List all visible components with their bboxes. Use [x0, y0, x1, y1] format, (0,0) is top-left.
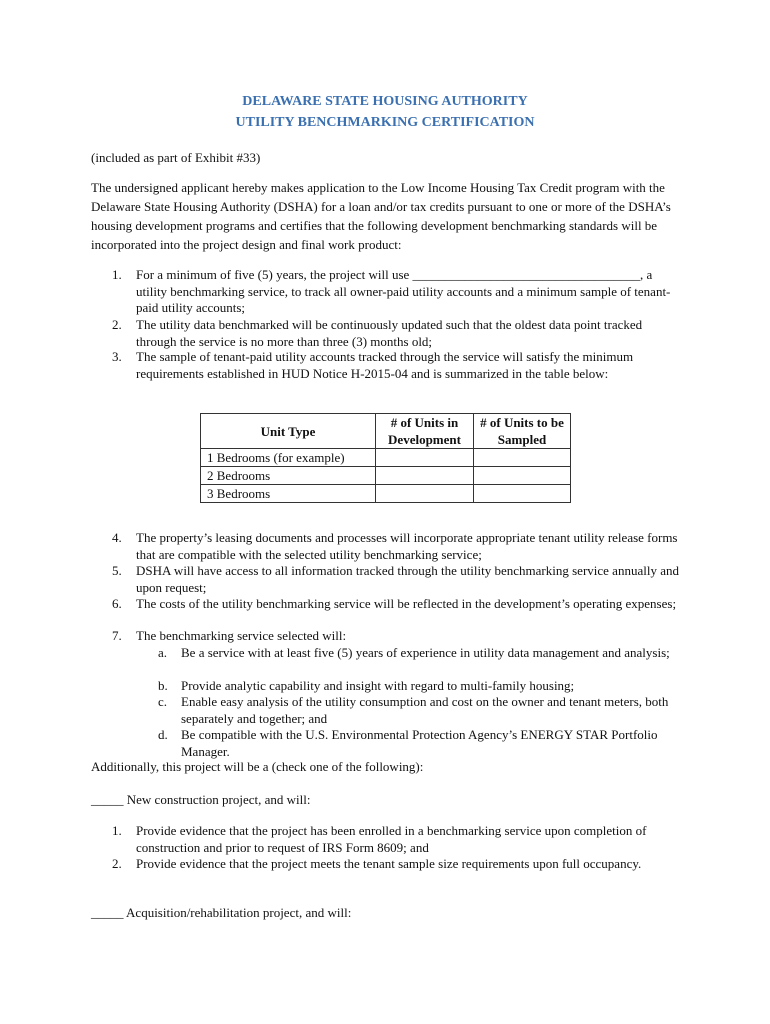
sub-item-text: Enable easy analysis of the utility consumption and cost on the owner and tenant meters, both separately and together; and: [181, 694, 669, 726]
table-row: [201, 449, 571, 467]
document-title-line1: DELAWARE STATE HOUSING AUTHORITY: [242, 94, 528, 109]
item-text: The costs of the utility benchmarking service will be reflected in the development’s operating expenses;: [136, 596, 677, 611]
item-text: The sample of tenant-paid utility accounts tracked through the service will satisfy the minimum requirements established in HUD Notice H-2015-04 and is summarized in the table below:: [136, 349, 634, 381]
item-number: 4.: [112, 530, 122, 545]
table-header-cell: Unit Type: [201, 414, 376, 449]
item-number: 3.: [112, 349, 122, 364]
new-construction-option[interactable]: _____ New construction project, and will:: [91, 792, 311, 807]
table-header-cell: # of Units to be Sampled: [474, 414, 571, 449]
exhibit-note: (included as part of Exhibit #33): [91, 150, 261, 165]
table-cell: 3 Bedrooms: [201, 485, 376, 503]
item-number: 2.: [112, 856, 122, 871]
table-row: [201, 467, 571, 485]
additionally-line: Additionally, this project will be a (check one of the following):: [91, 759, 424, 774]
sub-item-letter: a.: [158, 645, 168, 660]
table-row: [201, 485, 571, 503]
acquisition-option[interactable]: _____ Acquisition/rehabilitation project, and will:: [91, 905, 352, 920]
item-number: 1.: [112, 823, 122, 838]
item-text: The utility data benchmarked will be continuously updated such that the oldest data point tracked through the service is no more than three (3) months old;: [136, 317, 643, 349]
table-cell[interactable]: [376, 449, 474, 467]
sub-item-text: Provide analytic capability and insight with regard to multi-family housing;: [181, 678, 575, 693]
item-text: The benchmarking service selected will:: [136, 628, 347, 643]
sub-item-text: Be compatible with the U.S. Environmental Protection Agency’s ENERGY STAR Portfolio Manager.: [181, 727, 658, 759]
table-header-row: [201, 414, 571, 449]
table-cell[interactable]: [474, 467, 571, 485]
item-number: 6.: [112, 596, 122, 611]
item-text: For a minimum of five (5) years, the project will use ___________________________________, a utility benchmarking service, to track all owner-paid utility accounts and a minimum sample of tenant-paid utility accounts;: [136, 267, 671, 315]
table-header-cell: # of Units in Development: [376, 414, 474, 449]
item-text: Provide evidence that the project has been enrolled in a benchmarking service upon completion of construction and prior to request of IRS Form 8609; and: [136, 823, 647, 855]
table-cell: 2 Bedrooms: [201, 467, 376, 485]
item-text: Provide evidence that the project meets the tenant sample size requirements upon full occupancy.: [136, 856, 642, 871]
item-text: DSHA will have access to all information tracked through the utility benchmarking service annually and upon request;: [136, 563, 679, 595]
item-text: The property’s leasing documents and processes will incorporate appropriate tenant utility release forms that are compatible with the selected utility benchmarking service;: [136, 530, 678, 562]
sub-item-letter: d.: [158, 727, 168, 742]
table-cell[interactable]: [474, 485, 571, 503]
item-number: 7.: [112, 628, 122, 643]
sub-item-letter: c.: [158, 694, 168, 709]
item-number: 2.: [112, 317, 122, 332]
sub-item-text: Be a service with at least five (5) years of experience in utility data management and analysis;: [181, 645, 670, 660]
item-number: 1.: [112, 267, 122, 282]
item-number: 5.: [112, 563, 122, 578]
table-cell[interactable]: [376, 467, 474, 485]
sample-table: [200, 413, 571, 503]
document-title-line2: UTILITY BENCHMARKING CERTIFICATION: [235, 115, 535, 130]
table-cell: 1 Bedrooms (for example): [201, 449, 376, 467]
intro-paragraph: The undersigned applicant hereby makes application to the Low Income Housing Tax Credit program with the Delaware State Housing Authority (DSHA) for a loan and/or tax credits pursuant to one or more of the DSHA’s housing development programs and certifies that the following development benchmarking standards will be incorporated into the project design and final work product:: [91, 180, 671, 252]
table-cell[interactable]: [474, 449, 571, 467]
sub-item-letter: b.: [158, 678, 168, 693]
table-cell[interactable]: [376, 485, 474, 503]
